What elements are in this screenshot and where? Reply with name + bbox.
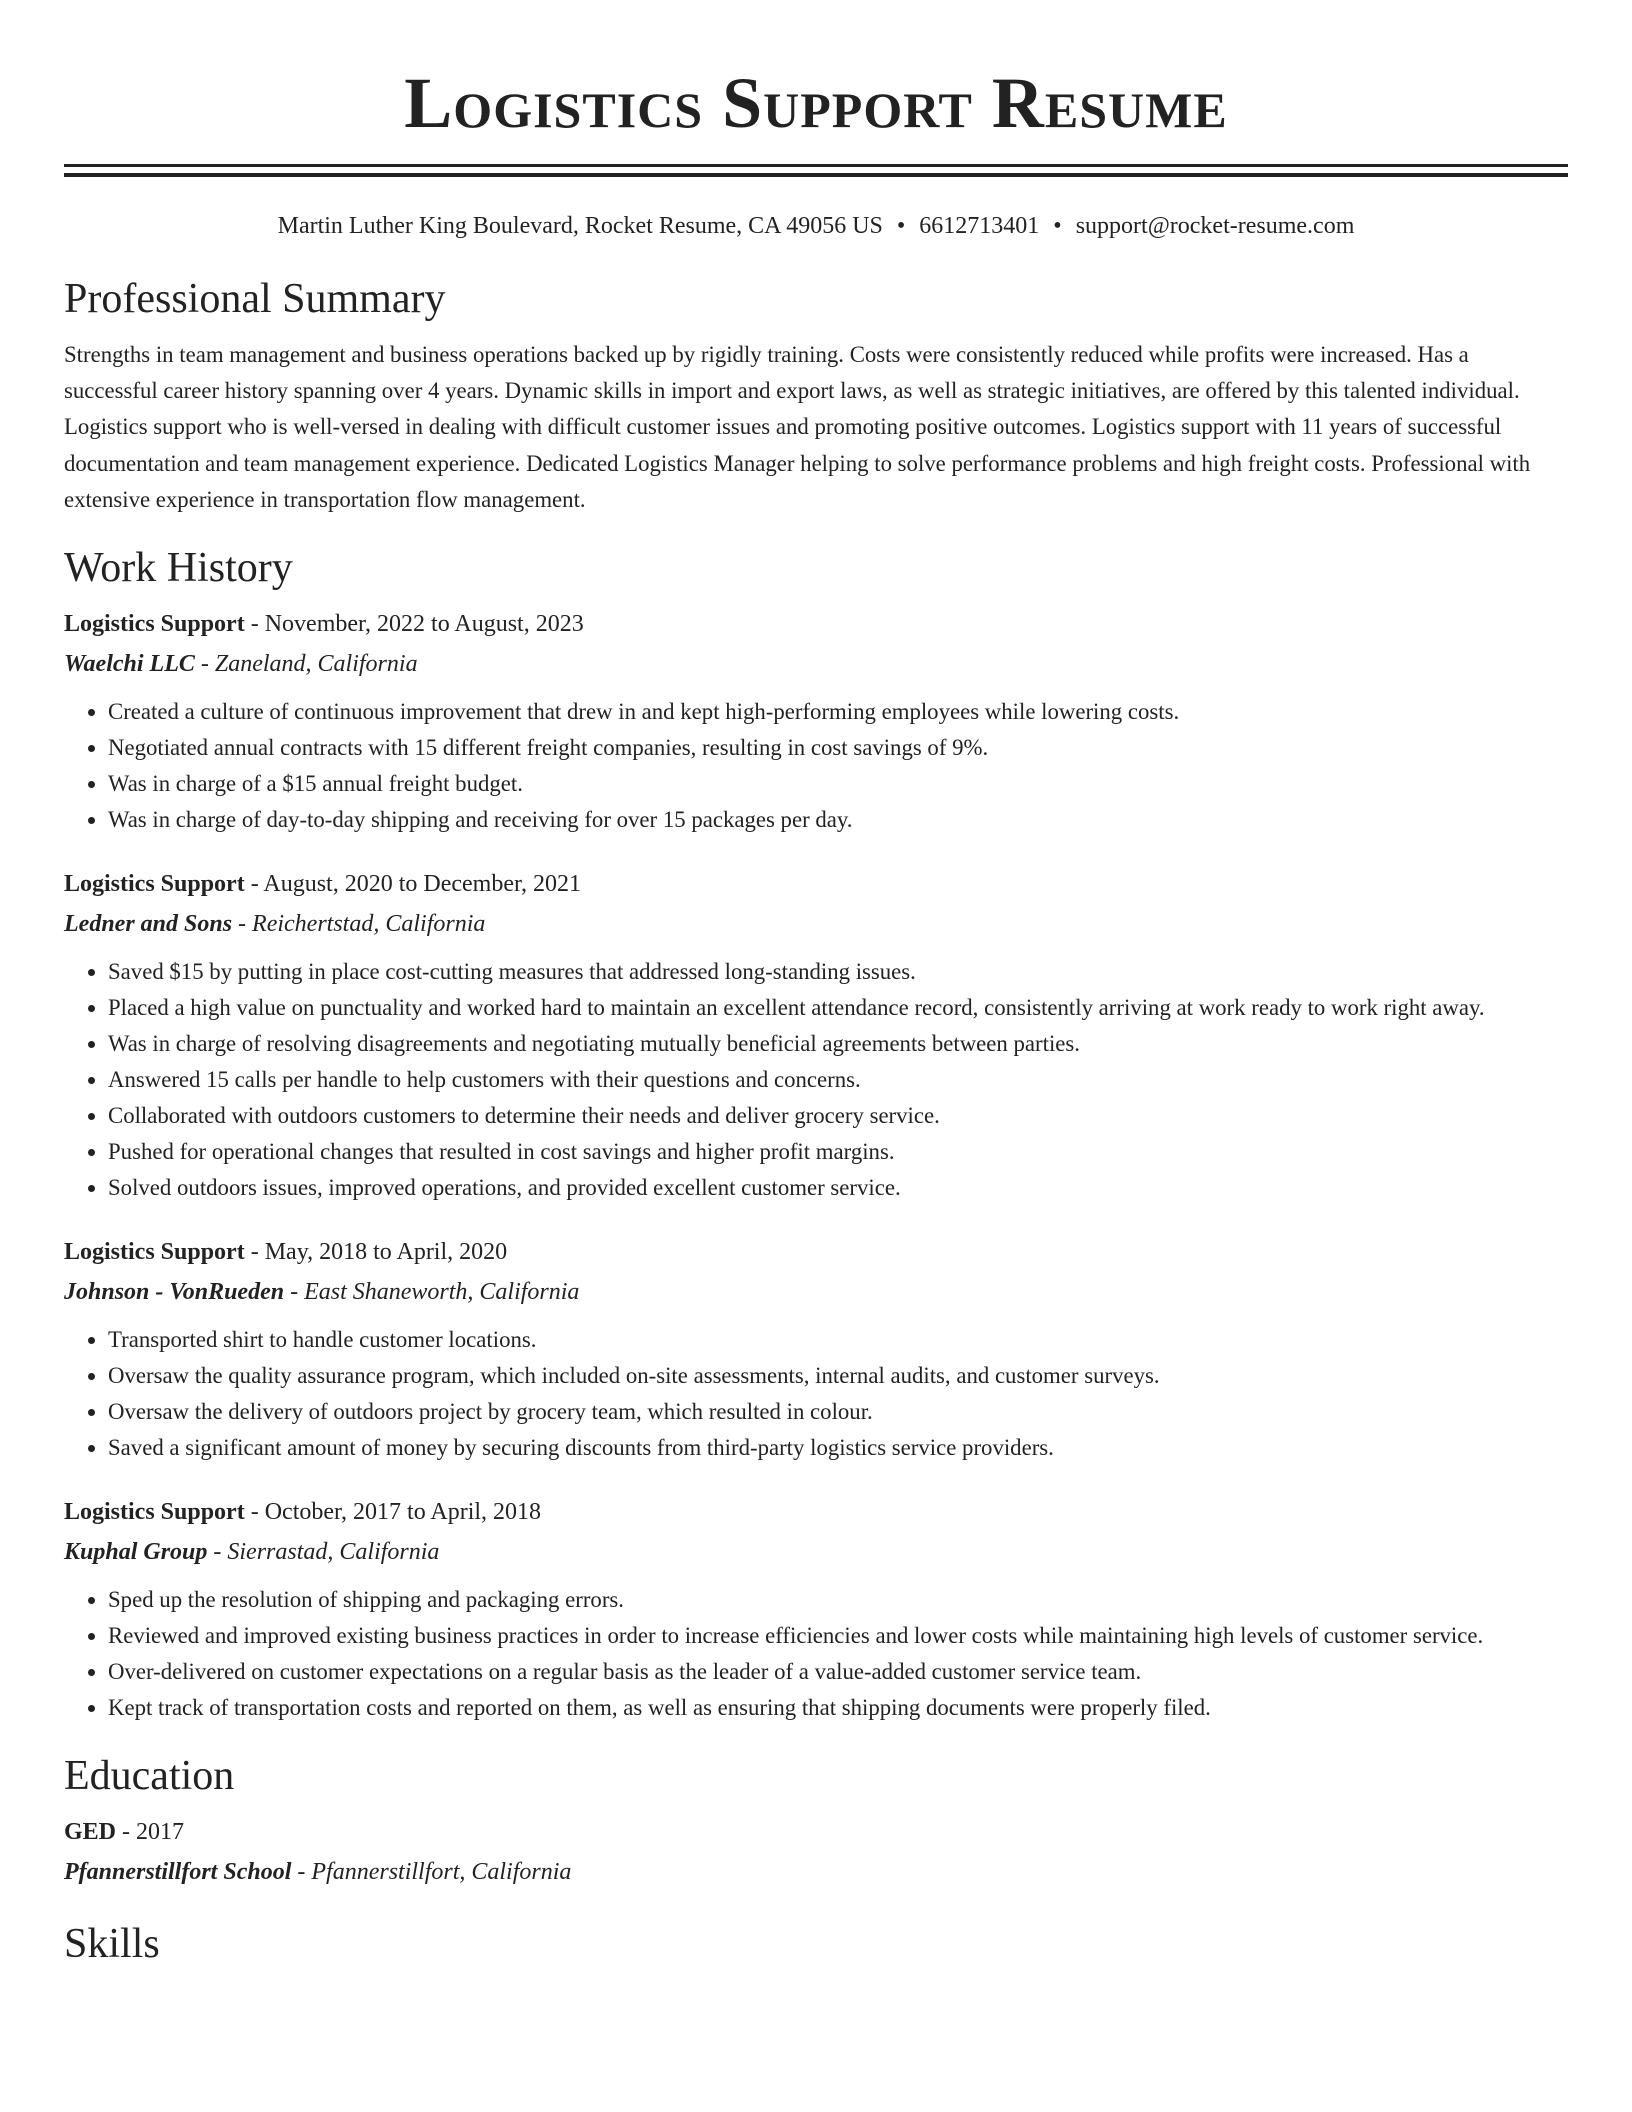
job-bullet: • Was in charge of a $15 annual freight budget.	[108, 766, 1568, 802]
job-location: Sierrastad, California	[227, 1539, 440, 1566]
job-bullet: • Transported shirt to handle customer locations.	[108, 1322, 1568, 1358]
skills-heading: Skills	[64, 1921, 160, 1968]
job-bullet: • Reviewed and improved existing business practices in order to increase efficiencies and lower costs while maintaining high levels of customer service.	[108, 1618, 1568, 1654]
job-bullet: • Created a culture of continuous improvement that drew in and kept high-performing employees while lowering costs.	[108, 694, 1568, 730]
job-dash: -	[244, 611, 265, 638]
job-bullet: • Negotiated annual contracts with 15 different freight companies, resulting in cost savings of 9%.	[108, 730, 1568, 766]
contact-address: Martin Luther King Boulevard, Rocket Resume, CA 49056 US	[277, 213, 883, 239]
job-bullet: • Solved outdoors issues, improved operations, and provided excellent customer service.	[108, 1170, 1568, 1206]
job-dash: -	[244, 1239, 265, 1266]
job-bullet: • Saved $15 by putting in place cost-cutting measures that addressed long-standing issues.	[108, 954, 1568, 990]
job-dates: November, 2022 to August, 2023	[264, 611, 584, 638]
job-bullet: • Saved a significant amount of money by securing discounts from third-party logistics service providers.	[108, 1430, 1568, 1466]
title-rule-top	[64, 164, 1568, 167]
job-bullet-list	[64, 694, 1568, 838]
contact-phone: 6612713401	[919, 213, 1040, 239]
job-header	[64, 604, 1568, 644]
contact-separator: •	[1053, 213, 1062, 239]
contact-line	[64, 209, 1568, 243]
job-header	[64, 1232, 1568, 1272]
job-bullet-list	[64, 1582, 1568, 1726]
contact-separator: •	[896, 213, 906, 239]
job-bullet: • Kept track of transportation costs and reported on them, as well as ensuring that shipping documents were properly filed.	[108, 1690, 1568, 1726]
education-entry	[64, 1812, 1568, 1892]
job-entry	[64, 1232, 1568, 1466]
summary-text: Strengths in team management and business operations backed up by rigidly training. Costs were consistently reduced while profits were increased. Has a successful career history spanning over 4 years. Dynamic skills in import and export laws, as well as strategic initiatives, are offered by this talented individual. Logistics support who is well-versed in dealing with difficult customer issues and promoting positive outcomes. Logistics support with 11 years of successful documentation and team management experience. Dedicated Logistics Manager helping to solve performance problems and high freight costs. Professional with extensive experience in transportation flow management.	[64, 342, 1531, 512]
job-employer	[64, 904, 1568, 944]
education-year: 2017	[136, 1819, 185, 1846]
job-bullet: • Was in charge of day-to-day shipping and receiving for over 15 packages per day.	[108, 802, 1568, 838]
job-dash: -	[207, 1539, 228, 1566]
job-company: Waelchi LLC	[64, 651, 195, 678]
job-company: Kuphal Group	[64, 1539, 208, 1566]
job-bullet: • Oversaw the delivery of outdoors project by grocery team, which resulted in colour.	[108, 1394, 1568, 1430]
job-bullet: • Pushed for operational changes that resulted in cost savings and higher profit margins.	[108, 1134, 1568, 1170]
education-degree: GED	[64, 1819, 117, 1846]
job-bullet-list	[64, 954, 1568, 1206]
job-dash: -	[284, 1279, 305, 1306]
job-header	[64, 1492, 1568, 1532]
job-bullet: • Sped up the resolution of shipping and packaging errors.	[108, 1582, 1568, 1618]
job-bullet: • Collaborated with outdoors customers to determine their needs and deliver grocery service.	[108, 1098, 1568, 1134]
job-company: Ledner and Sons	[64, 911, 233, 938]
job-bullet: • Was in charge of resolving disagreements and negotiating mutually beneficial agreements between parties.	[108, 1026, 1568, 1062]
job-dash: -	[244, 1499, 265, 1526]
education-heading: Education	[64, 1753, 235, 1800]
education-dash: -	[291, 1859, 312, 1886]
job-employer	[64, 644, 1568, 684]
job-role: Logistics Support	[64, 611, 245, 638]
job-dates: August, 2020 to December, 2021	[263, 871, 582, 898]
job-bullet: • Oversaw the quality assurance program, which included on-site assessments, internal audits, and customer surveys.	[108, 1358, 1568, 1394]
job-dates: October, 2017 to April, 2018	[264, 1499, 542, 1526]
job-role: Logistics Support	[64, 871, 245, 898]
job-entry	[64, 864, 1568, 1206]
job-dates: May, 2018 to April, 2020	[264, 1239, 508, 1266]
job-bullet: • Over-delivered on customer expectations on a regular basis as the leader of a value-added customer service team.	[108, 1654, 1568, 1690]
education-header	[64, 1812, 1568, 1852]
summary-heading: Professional Summary	[64, 276, 446, 322]
title-rule-bottom	[64, 173, 1568, 177]
job-role: Logistics Support	[64, 1499, 245, 1526]
job-dash: -	[232, 911, 253, 938]
job-bullet: • Placed a high value on punctuality and worked hard to maintain an excellent attendance record, consistently arriving at work ready to work right away.	[108, 990, 1568, 1026]
job-dash: -	[194, 651, 215, 678]
resume-title: Logistics Support Resume	[404, 63, 1228, 143]
job-header	[64, 864, 1568, 904]
resume-page	[64, 0, 1568, 1970]
work-history-heading: Work History	[64, 545, 293, 592]
job-entry	[64, 1492, 1568, 1726]
job-entry	[64, 604, 1568, 838]
education-school: Pfannerstillfort School	[64, 1859, 292, 1886]
job-employer	[64, 1272, 1568, 1312]
job-bullet-list	[64, 1322, 1568, 1466]
job-bullet: • Answered 15 calls per handle to help customers with their questions and concerns.	[108, 1062, 1568, 1098]
job-location: Reichertstad, California	[252, 911, 486, 938]
job-company: Johnson - VonRueden	[64, 1279, 285, 1306]
contact-email: support@rocket-resume.com	[1075, 213, 1355, 239]
job-employer	[64, 1532, 1568, 1572]
education-dash: -	[116, 1819, 137, 1846]
job-role: Logistics Support	[64, 1239, 245, 1266]
education-location: Pfannerstillfort, California	[311, 1859, 572, 1886]
education-school-line	[64, 1852, 1568, 1892]
job-location: East Shaneworth, California	[304, 1279, 580, 1306]
job-location: Zaneland, California	[214, 651, 418, 678]
job-dash: -	[244, 871, 264, 898]
